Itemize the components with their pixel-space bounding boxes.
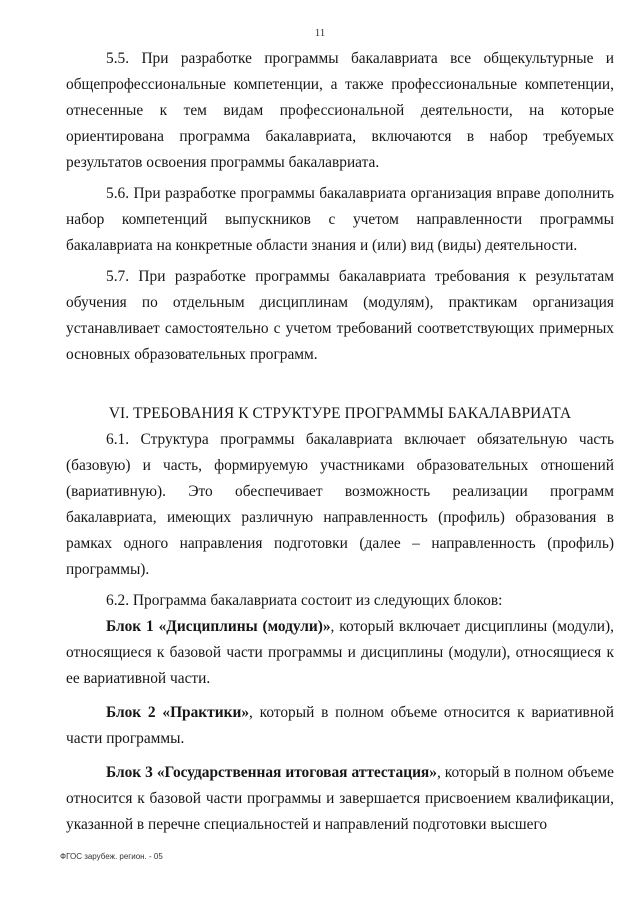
- block-1-text: , который включает дисциплины (модули), относящиеся к базовой части программы и дисциплины (модули), относящиеся к ее вариативной части.: [66, 618, 614, 687]
- paragraph-5-5: 5.5. При разработке программы бакалавриата все общекультурные и общепрофессиональные компетенции, а также профессиональные компетенции, отнесенные к тем видам профессиональной деятельности, на которые ориентирована программа бакалавриата, включаются в набор требуемых результатов освоения программы бакалавриата.: [66, 50, 614, 171]
- block-2-title: Блок 2 «Практики»: [106, 704, 250, 721]
- paragraph-5-7: 5.7. При разработке программы бакалавриата требования к результатам обучения по отдельным дисциплинам (модулям), практикам организация устанавливает самостоятельно с учетом требований соответствующих примерных основных образовательных программ.: [66, 268, 614, 363]
- paragraph-6-1: 6.1. Структура программы бакалавриата включает обязательную часть (базовую) и часть, формируемую участниками образовательных отношений (вариативную). Это обеспечивает возможность реализации программ бакалавриата, имеющих различную направленность (профиль) образования в рамках одного направления подготовки (далее – направленность (профиль) программы).: [66, 431, 614, 578]
- paragraph-block-2: [66, 700, 614, 752]
- block-2-text: , который в полном объеме относится к вариативной части программы.: [66, 704, 614, 747]
- block-1-title: Блок 1 «Дисциплины (модули)»: [106, 618, 331, 635]
- page-footer: ФГОС зарубеж. регион. - 05: [60, 852, 163, 861]
- paragraph-6-2: 6.2. Программа бакалавриата состоит из следующих блоков:: [106, 592, 503, 609]
- paragraph-5-6: 5.6. При разработке программы бакалавриата организация вправе дополнить набор компетенций выпускников с учетом направленности программы бакалавриата на конкретные области знания и (или) вид (виды) деятельности.: [66, 185, 614, 254]
- page-number: 11: [314, 27, 326, 39]
- section-heading: VI. ТРЕБОВАНИЯ К СТРУКТУРЕ ПРОГРАММЫ БАКАЛАВРИАТА: [108, 405, 572, 422]
- block-3-title: Блок 3 «Государственная итоговая аттестация»: [106, 764, 437, 781]
- paragraph-block-1: [66, 614, 614, 692]
- paragraph-block-3: [66, 760, 614, 838]
- block-3-text: , который в полном объеме относится к базовой части программы и завершается присвоением квалификации, указанной в перечне специальностей и направлений подготовки высшего: [66, 764, 614, 833]
- document-body: [66, 46, 614, 838]
